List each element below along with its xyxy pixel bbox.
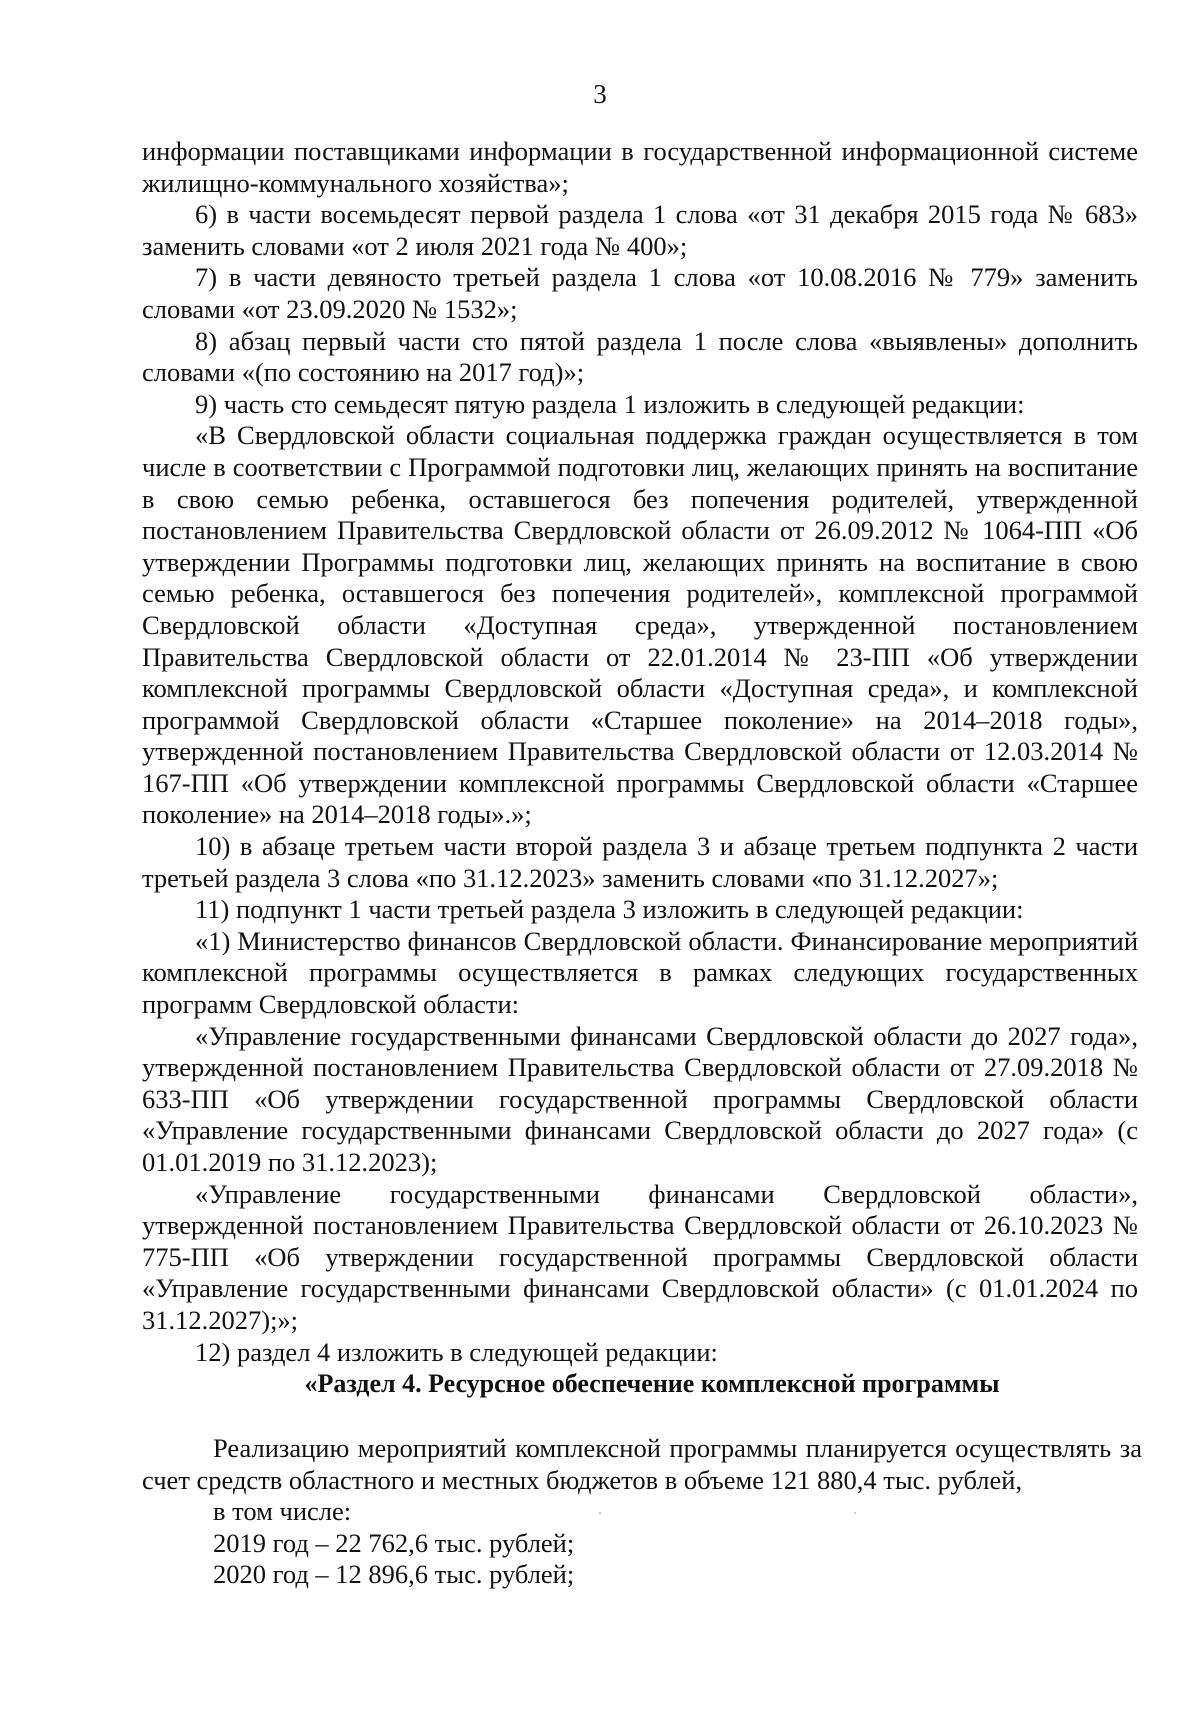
resource-line-including: в том числе:	[213, 1496, 352, 1527]
amendment-item-9: 9) часть сто семьдесят пятую раздела 1 изложить в следующей редакции:	[195, 388, 1025, 419]
quoted-paragraph-social-support: «В Свердловской области социальная поддержка граждан осуществляется в том числе в соответствии с Программой подготовки лиц, желающих принять на воспитание в свою семью ребенка, оставшегося без попечения родителей, утвержденной постановлением Правительства Свердловской области от 26.09.2012 № 1064-ПП «Об утверждении Программы подготовки лиц, желающих принять на воспитание в свою семью ребенка, оставшегося без попечения родителей», комплексной программой Свердловской области «Доступная среда», утвержденной постановлением Правительства Свердловской области от 22.01.2014 № 23-ПП «Об утверждении комплексной программы Свердловской области «Доступная среда», и комплексной программой Свердловской области «Старшее поколение» на 2014–2018 годы», утвержденной постановлением Правительства Свердловской области от 12.03.2014 № 167-ПП «Об утверждении комплексной программы Свердловской области «Старшее поколение» на 2014–2018 годы».»;	[142, 420, 1138, 830]
paragraph-continuation: информации поставщиками информации в государственной информационной системе жилищно-коммунального хозяйства»;	[142, 136, 1138, 198]
amendment-item-6: 6) в части восемьдесят первой раздела 1 слова «от 31 декабря 2015 года № 683» заменить словами «от 2 июля 2021 года № 400»;	[142, 199, 1138, 261]
amendment-item-8: 8) абзац первый части сто пятой раздела 1 после слова «выявлены» дополнить словами «(по состоянию на 2017 год)»;	[142, 325, 1138, 388]
quoted-subitem-ministry-finance: «1) Министерство финансов Свердловской области. Финансирование мероприятий комплексной программы осуществляется в рамках следующих государственных программ Свердловской области:	[142, 925, 1138, 1020]
amendment-item-10: 10) в абзаце третьем части второй раздела 3 и абзаце третьем подпункта 2 части третьей раздела 3 слова «по 31.12.2023» заменить словами «по 31.12.2027»;	[142, 831, 1138, 893]
resource-line-2019: 2019 год – 22 762,6 тыс. рублей;	[213, 1527, 575, 1558]
amendment-item-12: 12) раздел 4 изложить в следующей редакции:	[195, 1336, 718, 1367]
quoted-program-until-2027: «Управление государственными финансами Свердловской области до 2027 года», утвержденной постановлением Правительства Свердловской области от 27.09.2018 № 633-ПП «Об утверждении государственной программы Свердловской области «Управление государственными финансами Свердловской области до 2027 года» (с 01.01.2019 по 31.12.2023);	[142, 1020, 1138, 1177]
resource-section	[142, 1433, 1142, 1591]
resource-line-2020: 2020 год – 12 896,6 тыс. рублей;	[213, 1559, 575, 1590]
amendment-item-7: 7) в части девяносто третьей раздела 1 слова «от 10.08.2016 № 779» заменить словами «от 23.09.2020 № 1532»;	[142, 262, 1138, 324]
quoted-program-2024-2027: «Управление государственными финансами Свердловской области», утвержденной постановлением Правительства Свердловской области от 26.10.2023 № 775-ПП «Об утверждении государственной программы Свердловской области «Управление государственными финансами Свердловской области» (с 01.01.2024 по 31.12.2027);»;	[142, 1178, 1138, 1335]
section-heading: «Раздел 4. Ресурсное обеспечение комплексной программы	[304, 1369, 1000, 1399]
resource-paragraph: Реализацию мероприятий комплексной программы планируется осуществлять за счет средств областного и местных бюджетов в объеме 121 880,4 тыс. рублей,	[142, 1433, 1142, 1495]
amendment-item-11: 11) подпункт 1 части третьей раздела 3 изложить в следующей редакции:	[195, 894, 1024, 925]
amendments-body	[142, 136, 1138, 1400]
page-number: 3	[593, 79, 607, 109]
